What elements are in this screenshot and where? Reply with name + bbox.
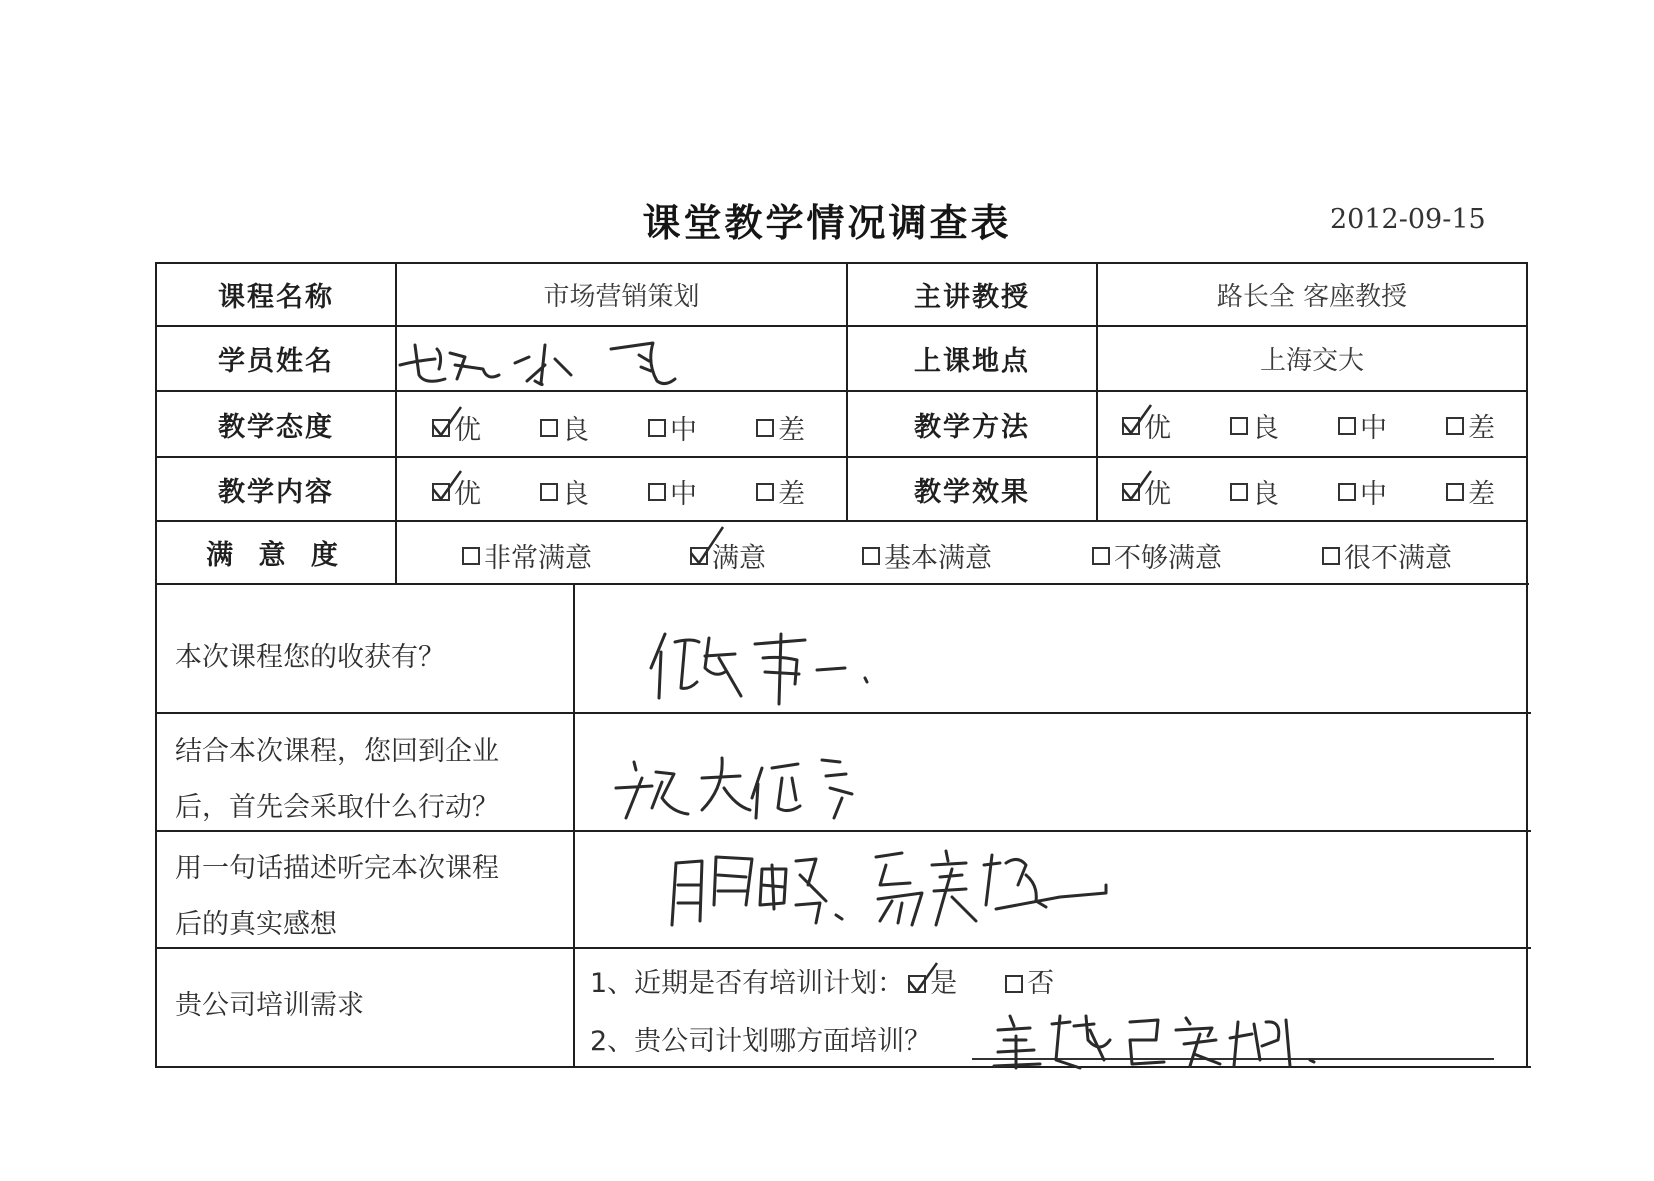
- training-q1-text: 1、近期是否有培训计划：: [590, 968, 905, 999]
- satisfaction-option-satisfied[interactable]: [690, 536, 766, 575]
- course-name-value: 市场营销策划: [543, 282, 700, 312]
- question-action: [175, 724, 499, 836]
- professor-label: 主讲教授: [914, 282, 1030, 313]
- attitude-option-average[interactable]: [648, 408, 697, 447]
- checkbox[interactable]: [1338, 417, 1356, 435]
- option-label: 是: [930, 968, 958, 999]
- option-label: 优: [1144, 413, 1171, 444]
- location-value: 上海交大: [1259, 346, 1364, 376]
- option-label: 中: [1360, 479, 1387, 510]
- option-label: 良: [562, 415, 589, 446]
- checkbox[interactable]: [908, 975, 926, 993]
- training-q1-yes[interactable]: [908, 956, 957, 1012]
- training-q2: 2、贵公司计划哪方面培训？: [590, 1026, 932, 1057]
- professor-value: 路长全 客座教授: [1216, 282, 1408, 312]
- checkbox[interactable]: [540, 419, 558, 437]
- checkbox[interactable]: [462, 547, 480, 565]
- student-name-handwriting: [395, 335, 695, 395]
- form-title: 课堂教学情况调查表: [642, 201, 1012, 245]
- effect-option-poor[interactable]: [1446, 472, 1495, 511]
- method-option-excellent[interactable]: [1122, 406, 1171, 445]
- attitude-option-excellent[interactable]: [432, 408, 481, 447]
- feeling-answer-handwriting: [666, 845, 1116, 935]
- checkbox[interactable]: [432, 419, 450, 437]
- option-label: 满意: [712, 543, 766, 574]
- option-label: 差: [778, 415, 805, 446]
- content-option-good[interactable]: [540, 472, 589, 511]
- option-label: 优: [1144, 479, 1171, 510]
- question-feeling-line2: 后的真实感想: [175, 909, 337, 940]
- check-mark-icon: [1121, 403, 1155, 437]
- attitude-option-good[interactable]: [540, 408, 589, 447]
- effect-option-excellent[interactable]: [1122, 472, 1171, 511]
- attitude-option-poor[interactable]: [756, 408, 805, 447]
- option-label: 良: [1252, 479, 1279, 510]
- training-q1-no[interactable]: [1005, 956, 1054, 1012]
- checkbox[interactable]: [648, 483, 666, 501]
- checkbox[interactable]: [1338, 483, 1356, 501]
- question-feeling: [175, 841, 499, 953]
- check-mark-icon: [431, 469, 465, 503]
- option-label: 差: [1468, 413, 1495, 444]
- check-mark-icon: [1121, 469, 1155, 503]
- checkbox[interactable]: [1322, 547, 1340, 565]
- effect-option-average[interactable]: [1338, 472, 1387, 511]
- checkbox[interactable]: [1446, 483, 1464, 501]
- content-option-poor[interactable]: [756, 472, 805, 511]
- satisfaction-label: 满 意 度: [206, 540, 346, 571]
- method-option-poor[interactable]: [1446, 406, 1495, 445]
- option-label: 非常满意: [484, 543, 592, 574]
- option-label: 中: [670, 479, 697, 510]
- option-label: 不够满意: [1114, 543, 1222, 574]
- effect-label: 教学效果: [914, 476, 1030, 508]
- satisfaction-option-very-satisfied[interactable]: [462, 536, 592, 575]
- method-option-good[interactable]: [1230, 406, 1279, 445]
- content-label: 教学内容: [218, 476, 334, 508]
- satisfaction-option-not-satisfied[interactable]: [1092, 536, 1222, 575]
- option-label: 优: [454, 415, 481, 446]
- check-mark-icon: [431, 405, 465, 439]
- checkbox[interactable]: [540, 483, 558, 501]
- form-date: 2012-09-15: [1330, 204, 1486, 235]
- method-label: 教学方法: [914, 411, 1030, 443]
- question-training: 贵公司培训需求: [175, 990, 364, 1021]
- checkbox[interactable]: [690, 547, 708, 565]
- method-option-average[interactable]: [1338, 406, 1387, 445]
- checkbox[interactable]: [1446, 417, 1464, 435]
- checkbox[interactable]: [1230, 483, 1248, 501]
- option-label: 差: [778, 479, 805, 510]
- checkbox[interactable]: [862, 547, 880, 565]
- option-label: 差: [1468, 479, 1495, 510]
- effect-option-good[interactable]: [1230, 472, 1279, 511]
- question-gain: 本次课程您的收获有？: [175, 642, 445, 673]
- checkbox[interactable]: [756, 419, 774, 437]
- attitude-label: 教学态度: [218, 411, 334, 443]
- action-answer-handwriting: [612, 748, 882, 828]
- question-action-line2: 后，首先会采取什么行动？: [175, 792, 499, 823]
- student-name-label: 学员姓名: [218, 346, 334, 377]
- training-q2-answer-handwriting: [990, 1010, 1330, 1072]
- question-feeling-line1: 用一句话描述听完本次课程: [175, 853, 499, 884]
- checkbox[interactable]: [1230, 417, 1248, 435]
- gain-answer-handwriting: [645, 628, 885, 708]
- option-label: 优: [454, 479, 481, 510]
- checkbox[interactable]: [756, 483, 774, 501]
- checkbox[interactable]: [648, 419, 666, 437]
- training-q1: [590, 956, 1054, 1012]
- checkbox[interactable]: [1005, 975, 1023, 993]
- content-option-average[interactable]: [648, 472, 697, 511]
- location-label: 上课地点: [914, 346, 1030, 377]
- course-name-label: 课程名称: [218, 282, 334, 313]
- satisfaction-option-basically-satisfied[interactable]: [862, 536, 992, 575]
- content-option-excellent[interactable]: [432, 472, 481, 511]
- checkbox[interactable]: [1092, 547, 1110, 565]
- checkbox[interactable]: [432, 483, 450, 501]
- check-mark-icon: [689, 533, 723, 567]
- checkbox[interactable]: [1122, 417, 1140, 435]
- option-label: 良: [562, 479, 589, 510]
- option-label: 良: [1252, 413, 1279, 444]
- option-label: 中: [670, 415, 697, 446]
- check-mark-icon: [907, 961, 941, 995]
- checkbox[interactable]: [1122, 483, 1140, 501]
- option-label: 否: [1027, 968, 1055, 999]
- satisfaction-option-very-unsatisfied[interactable]: [1322, 536, 1452, 575]
- option-label: 基本满意: [884, 543, 992, 574]
- option-label: 中: [1360, 413, 1387, 444]
- question-action-line1: 结合本次课程，您回到企业: [175, 736, 499, 767]
- option-label: 很不满意: [1344, 543, 1452, 574]
